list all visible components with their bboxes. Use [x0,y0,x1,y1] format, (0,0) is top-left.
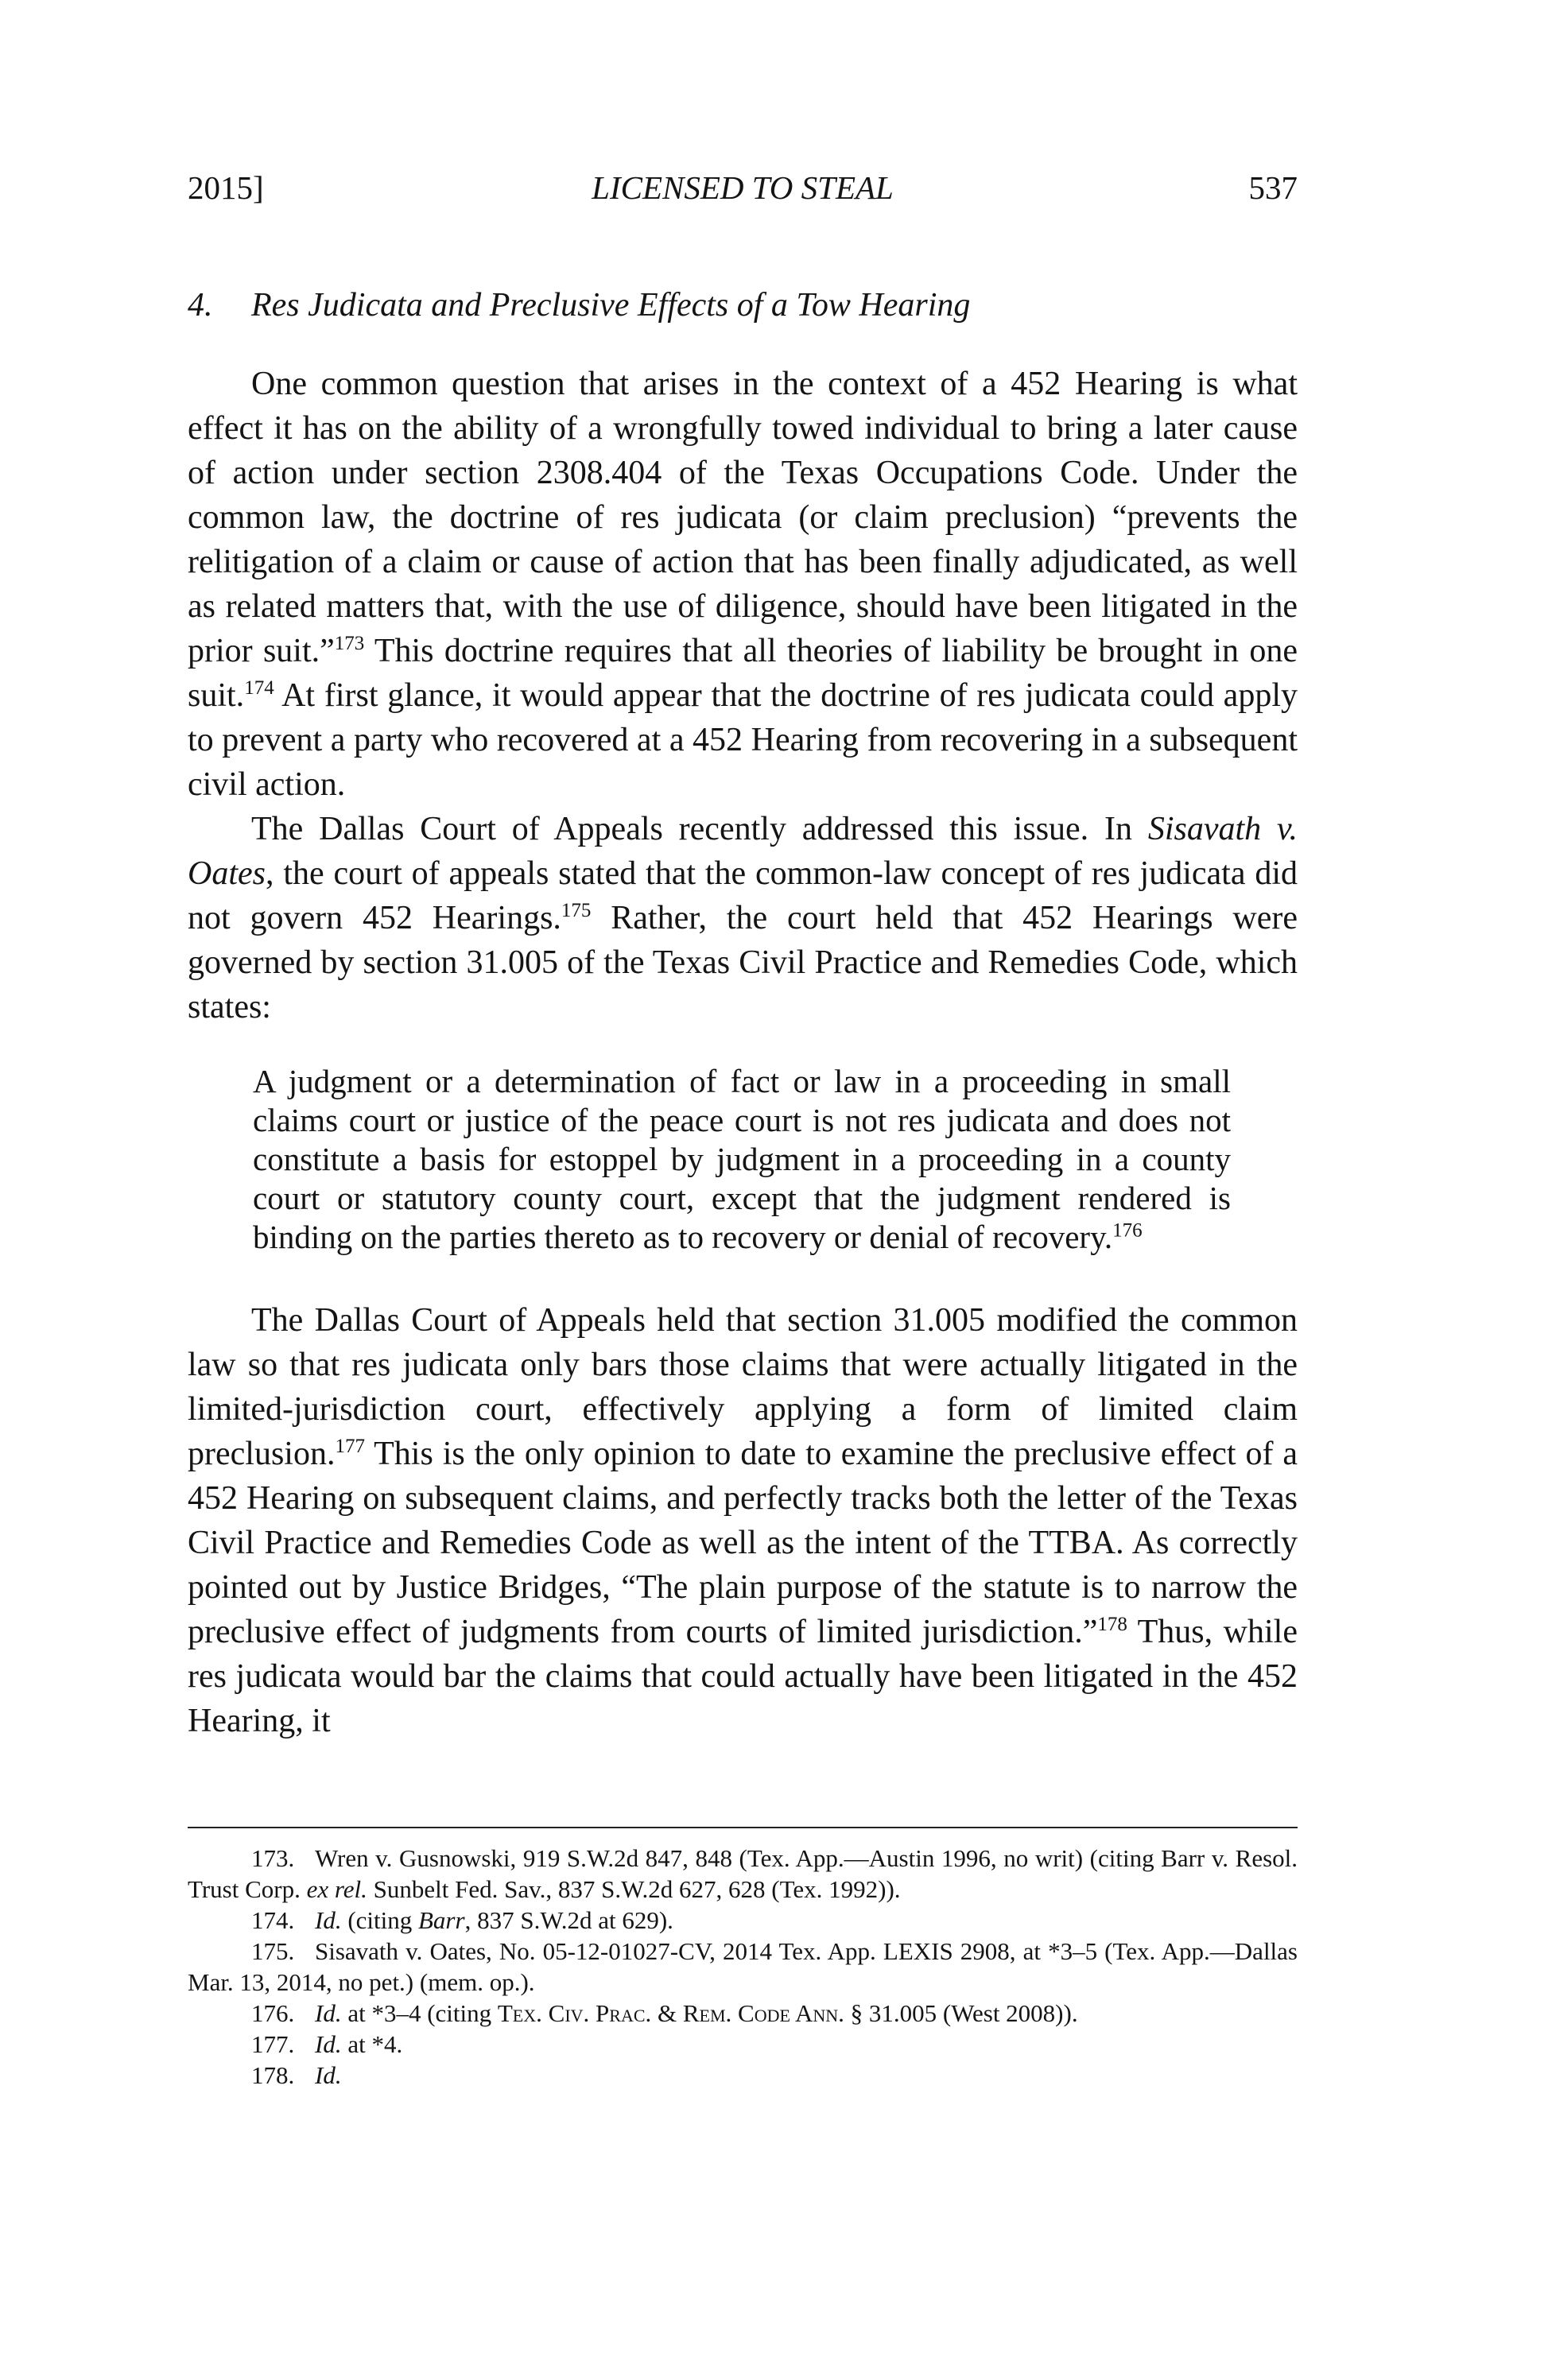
footnote-italic: Id. [315,2030,342,2058]
footnote-text: Sunbelt Fed. Sav., 837 S.W.2d 627, 628 (Tex. 1992)). [367,1875,901,1903]
footnote-number: 174. [251,1906,295,1934]
section-title: Res Judicata and Preclusive Effects of a Tow Hearing [251,287,971,324]
footnote-italic: Id. [315,1999,342,2027]
footnote-177 [188,2029,1298,2060]
footnote-italic: Id. [315,2061,342,2089]
footnote-number: 175. [251,1937,295,1965]
footnote-178 [188,2060,1298,2091]
footnote-text: (citing [341,1906,418,1934]
page-number: 537 [1248,169,1298,206]
footnote-ref-176: 176 [1112,1219,1143,1242]
footnote-text: at *3–4 (citing [341,1999,498,2027]
footnote-divider [188,1827,1298,1828]
footnote-number: 178. [251,2061,295,2089]
footnote-text: , 837 S.W.2d at 629). [464,1906,673,1934]
footnote-italic: Barr [418,1906,465,1934]
body-text-bottom [188,1298,1298,1743]
paragraph-2-text-c: Rather, the court held that 452 Hearings were governed by section 31.005 of the Texas Civil Practice and Remedies Code, which states: [188,900,1298,1025]
section-heading [188,286,970,324]
footnote-ref-178: 178 [1097,1614,1127,1635]
case-name-sisavath: Sisavath v. Oates [188,811,1298,892]
paragraph-1-text-b: This doctrine requires that all theories of liability be brought in one suit. [188,633,1298,714]
running-header [188,169,1298,216]
footnote-smallcaps: Tex. Civ. Prac. & Rem. Code Ann. [497,1999,844,2027]
footnote-text: Wren v. Gusnowski, 919 S.W.2d 847, 848 (Tex. App.—Austin 1996, no writ) (citing Barr v. Resol. Trust Corp. [188,1844,1298,1903]
footnote-ref-174: 174 [244,677,274,699]
footnote-173 [188,1843,1298,1905]
paragraph-3-text-c: Thus, while res judicata would bar the claims that could actually have been litigated in the 452 Hearing, it [188,1614,1298,1739]
paragraph-1 [188,362,1298,807]
paragraph-2-text-b: , the court of appeals stated that the common-law concept of res judicata did not govern 452 Hearings. [188,855,1298,936]
paragraph-2-text-a: The Dallas Court of Appeals recently addressed this issue. In [251,811,1148,847]
footnote-ref-175: 175 [561,900,592,921]
footnote-number: 173. [251,1844,295,1872]
body-text-top [188,362,1298,1029]
footnote-174 [188,1905,1298,1936]
section-number: 4. [188,287,213,324]
footnote-175 [188,1936,1298,1998]
footnote-176 [188,1998,1298,2029]
header-year: 2015] [188,169,264,206]
footnote-italic: ex rel. [306,1875,367,1903]
footnote-ref-177: 177 [335,1436,365,1457]
paragraph-1-text-a: One common question that arises in the context of a 452 Hearing is what effect it has on the ability of a wrongfully towed individual to bring a later cause of action under section 2308.404 of the Texas Occupations Code. Under the common law, the doctrine of res judicata (or claim preclusion) “prevents the relitigation of a claim or cause of action that has been finally adjudicated, as well as related matters that, with the use of diligence, should have been litigated in the prior suit.” [188,366,1298,669]
block-quote-text: A judgment or a determination of fact or law in a proceeding in small claims court or justice of the peace court is not res judicata and does not constitute a basis for estoppel by judgment in a proceeding in a county court or statutory county court, except that the judgment rendered is binding on the parties thereto as to recovery or denial of recovery. [253,1063,1231,1255]
footnote-ref-173: 173 [334,633,365,654]
paragraph-3-text-a: The Dallas Court of Appeals held that section 31.005 modified the common law so that res judicata only bars those claims that were actually litigated in the limited-jurisdiction court, effectively applying a form of limited claim preclusion. [188,1302,1298,1472]
footnote-text: Sisavath v. Oates, No. 05-12-01027-CV, 2014 Tex. App. LEXIS 2908, at *3–5 (Tex. App.—Dallas Mar. 13, 2014, no pet.) (mem. op.). [188,1937,1298,1996]
footnote-italic: Id. [315,1906,342,1934]
footnote-text: at *4. [341,2030,403,2058]
paragraph-3 [188,1298,1298,1743]
paragraph-1-text-c: At first glance, it would appear that the doctrine of res judicata could apply to prevent a party who recovered at a 452 Hearing from recovering in a subsequent civil action. [188,677,1298,803]
footnote-number: 177. [251,2030,295,2058]
footnote-number: 176. [251,1999,295,2027]
footnote-text: § 31.005 (West 2008)). [844,1999,1078,2027]
footnotes [188,1843,1298,2091]
header-title: LICENSED TO STEAL [592,169,894,206]
paragraph-3-text-b: This is the only opinion to date to examine the preclusive effect of a 452 Hearing on subsequent claims, and perfectly tracks both the letter of the Texas Civil Practice and Remedies Code as well as the intent of the TTBA. As correctly pointed out by Justice Bridges, “The plain purpose of the statute is to narrow the preclusive effect of judgments from courts of limited jurisdiction.” [188,1436,1298,1650]
block-quote [253,1062,1231,1257]
paragraph-2 [188,807,1298,1029]
